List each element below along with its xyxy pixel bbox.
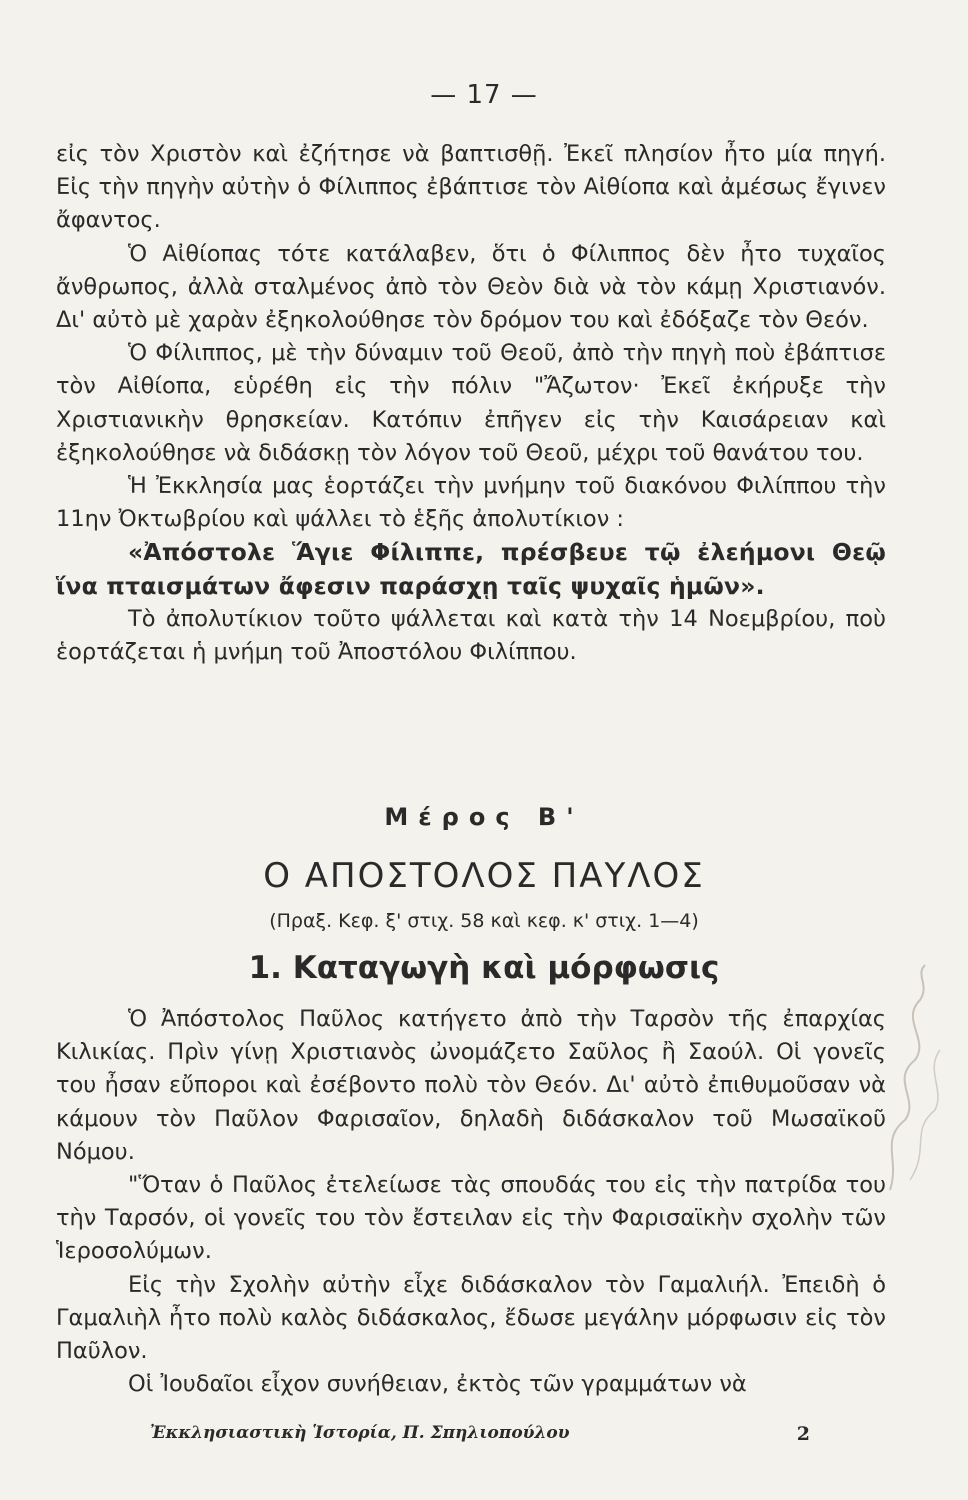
page-footer bbox=[150, 1423, 810, 1443]
section-heading: 1. Καταγωγὴ καὶ μόρφωσις bbox=[248, 950, 720, 986]
paragraph: Ὁ Αἰθίοπας τότε κατάλαβεν, ὅτι ὁ Φίλιππος δὲν ἦτο τυχαῖος ἄνθρωπος, ἀλλὰ σταλμένος ἀπὸ τὸν Θεὸν διὰ νὰ τὸν κάμῃ Χριστιανόν. Δι' αὐτὸ μὲ χαρὰν ἐξηκολούθησε τὸν δρόμον του καὶ ἐδόξαζε τὸν Θεόν. bbox=[56, 240, 886, 334]
paragraph: "Ὅταν ὁ Παῦλος ἐτελείωσε τὰς σπουδάς του εἰς τὴν πατρίδα του τὴν Ταρσόν, οἱ γονεῖς του τὸν ἔστειλαν εἰς τὴν Φαρισαϊκὴν σχολὴν τῶν Ἱεροσολύμων. bbox=[56, 1172, 886, 1265]
paragraph: Ἡ Ἐκκλησία μας ἑορτάζει τὴν μνήμην τοῦ διακόνου Φιλίππου τὴν 11ην Ὀκτωβρίου καὶ ψάλλει τὸ ἑξῆς ἀπολυτίκιον : bbox=[56, 473, 886, 533]
paragraph: Οἱ Ἰουδαῖοι εἶχον συνήθειαν, ἐκτὸς τῶν γραμμάτων νὰ bbox=[128, 1371, 747, 1398]
footer-signature-number: 2 bbox=[796, 1423, 810, 1445]
paragraph: εἰς τὸν Χριστὸν καὶ ἐζήτησε νὰ βαπτισθῇ. Ἐκεῖ πλησίον ἦτο μία πηγή. Εἰς τὴν πηγὴν αὐτὴν ὁ Φίλιππος ἐβάπτισε τὸν Αἰθίοπα καὶ ἀμέσως ἔγινεν ἄφαντος. bbox=[56, 141, 886, 234]
page-number: — 17 — bbox=[430, 80, 538, 110]
paragraph: Εἰς τὴν Σχολὴν αὐτὴν εἶχε διδάσκαλον τὸν Γαμαλιήλ. Ἐπειδὴ ὁ Γαμαλιὴλ ἦτο πολὺ καλὸς διδάσκαλος, ἔδωσε μεγάλην μόρφωσιν εἰς τὸν Παῦλον. bbox=[56, 1271, 886, 1365]
scripture-reference: (Πραξ. Κεφ. ξ' στιχ. 58 καὶ κεφ. κ' στιχ. 1—4) bbox=[269, 910, 699, 932]
handwritten-signature bbox=[860, 960, 960, 1200]
paragraph: Ὁ Φίλιππος, μὲ τὴν δύναμιν τοῦ Θεοῦ, ἀπὸ τὴν πηγὴ ποὺ ἐβάπτισε τὸν Αἰθίοπα, εὑρέθη εἰς τὴν πόλιν "Ἄζωτον· Ἐκεῖ ἐκήρυξε τὴν Χριστιανικὴν θρησκείαν. Κατόπιν ἐπῆγεν εἰς τὴν Καισάρειαν καὶ ἐξηκολούθησε νὰ διδάσκῃ τὸν λόγον τοῦ Θεοῦ, μέχρι τοῦ θανάτου του. bbox=[56, 340, 886, 466]
chapter-title: Ο ΑΠΟΣΤΟΛΟΣ ΠΑΥΛΟΣ bbox=[263, 856, 705, 896]
footer-title: Ἐκκλησιαστικὴ Ἱστορία, Π. Σπηλιοπούλου bbox=[150, 1423, 570, 1443]
apolytikion-hymn: «Ἀπόστολε Ἅγιε Φίλιππε, πρέσβευε τῷ ἐλεήμονι Θεῷ ἵνα πταισμάτων ἄφεσιν παράσχῃ ταῖς ψυχαῖς ἡμῶν». bbox=[56, 538, 886, 600]
part-heading: Μέρος Β' bbox=[384, 803, 584, 831]
section-1-text bbox=[56, 138, 886, 669]
section-2-text bbox=[56, 1003, 886, 1401]
paragraph: Τὸ ἀπολυτίκιον τοῦτο ψάλλεται καὶ κατὰ τὴν 14 Νοεμβρίου, ποὺ ἑορτάζεται ἡ μνήμη τοῦ Ἀποστόλου Φιλίππου. bbox=[56, 605, 886, 666]
paragraph: Ὁ Ἀπόστολος Παῦλος κατήγετο ἀπὸ τὴν Ταρσὸν τῆς ἐπαρχίας Κιλικίας. Πρὶν γίνῃ Χριστιανὸς ὠνομάζετο Σαῦλος ἢ Σαούλ. Οἱ γονεῖς του ἦσαν εὔποροι καὶ ἐσέβοντο πολὺ τὸν Θεόν. Δι' αὐτὸ ἐπιθυμοῦσαν νὰ κάμουν τὸν Παῦλον Φαρισαῖον, δηλαδὴ διδάσκαλον τοῦ Μωσαϊκοῦ Νόμου. bbox=[56, 1006, 886, 1165]
